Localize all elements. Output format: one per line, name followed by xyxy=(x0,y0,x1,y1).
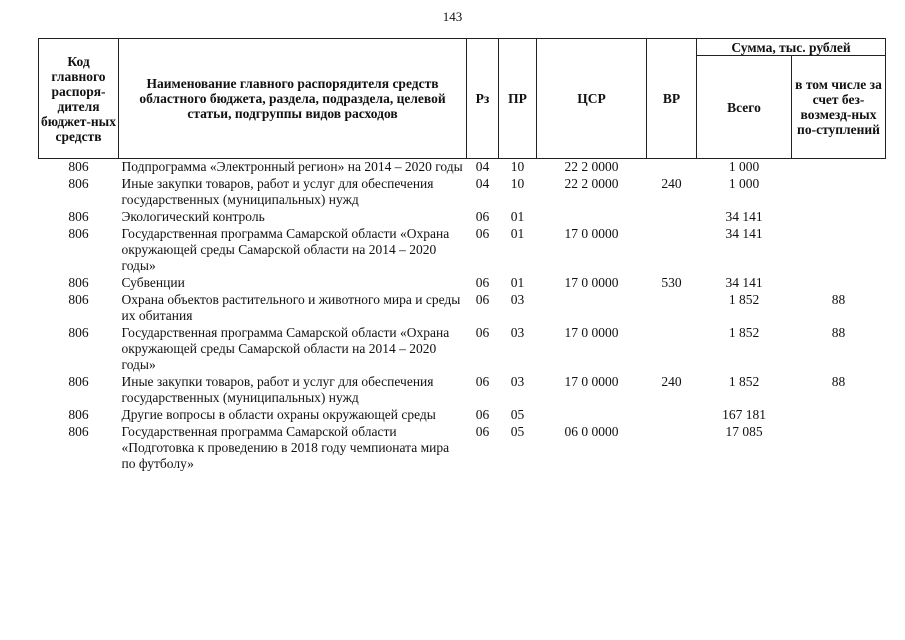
cell-vr: 240 xyxy=(661,176,682,191)
table-body xyxy=(39,159,886,474)
cell-name: Государственная программа Самарской области «Подготовка к проведению в 2018 году чемпионата мира по футболу» xyxy=(121,424,450,471)
cell-csr xyxy=(537,407,647,424)
cell-code: 806 xyxy=(68,407,89,422)
cell-vr xyxy=(647,407,697,424)
cell-name: Другие вопросы в области охраны окружающей среды xyxy=(121,407,436,422)
cell-pr: 10 xyxy=(510,176,525,191)
cell-total: 1 000 xyxy=(728,176,760,191)
page-number: 143 xyxy=(442,9,463,24)
table-row xyxy=(39,424,886,473)
cell-csr: 17 0 0000 xyxy=(564,374,619,389)
table-row xyxy=(39,407,886,424)
cell-gratis xyxy=(792,424,886,473)
cell-name: Охрана объектов растительного и животного мира и среды их обитания xyxy=(121,292,461,323)
cell-name: Иные закупки товаров, работ и услуг для обеспечения государственных (муниципальных) нужд xyxy=(121,374,434,405)
header-gratis: в том числе за счет без-возмезд-ных по-ступлений xyxy=(792,56,886,159)
cell-gratis xyxy=(792,407,886,424)
cell-total: 34 141 xyxy=(725,275,763,290)
cell-total: 17 085 xyxy=(725,424,763,439)
header-code: Код главного распоря-дителя бюджет-ных средств xyxy=(39,39,119,159)
cell-rz: 06 xyxy=(475,374,490,389)
cell-code: 806 xyxy=(68,159,89,174)
header-rz: Рз xyxy=(467,39,499,159)
cell-total: 1 852 xyxy=(728,292,760,307)
cell-pr: 03 xyxy=(510,374,525,389)
cell-vr xyxy=(647,226,697,275)
cell-code: 806 xyxy=(68,374,89,389)
cell-csr xyxy=(537,292,647,325)
cell-name: Экологический контроль xyxy=(121,209,265,224)
cell-csr xyxy=(537,209,647,226)
cell-total: 34 141 xyxy=(725,209,763,224)
cell-pr: 01 xyxy=(510,226,525,241)
cell-total: 1 852 xyxy=(728,325,760,340)
cell-name: Государственная программа Самарской области «Охрана окружающей среды Самарской области на 2014 – 2020 годы» xyxy=(121,325,450,372)
header-csr: ЦСР xyxy=(537,39,647,159)
cell-total: 34 141 xyxy=(725,226,763,241)
table-row xyxy=(39,159,886,177)
cell-vr: 240 xyxy=(661,374,682,389)
cell-pr: 05 xyxy=(510,407,525,422)
cell-gratis: 88 xyxy=(831,292,846,307)
cell-vr xyxy=(647,292,697,325)
cell-name: Подпрограмма «Электронный регион» на 2014 – 2020 годы xyxy=(121,159,463,174)
cell-gratis xyxy=(792,209,886,226)
cell-rz: 06 xyxy=(475,424,490,439)
cell-pr: 01 xyxy=(510,209,525,224)
cell-rz: 06 xyxy=(475,292,490,307)
table-row xyxy=(39,275,886,292)
cell-gratis xyxy=(792,176,886,209)
cell-pr: 03 xyxy=(510,325,525,340)
table-row xyxy=(39,209,886,226)
cell-total: 167 181 xyxy=(722,407,766,422)
cell-rz: 06 xyxy=(475,209,490,224)
cell-gratis xyxy=(792,275,886,292)
cell-csr: 17 0 0000 xyxy=(564,275,619,290)
table-row xyxy=(39,226,886,275)
cell-rz: 06 xyxy=(475,407,490,422)
table-row xyxy=(39,176,886,209)
table-row xyxy=(39,325,886,374)
cell-vr: 530 xyxy=(661,275,682,290)
cell-vr xyxy=(647,424,697,473)
cell-csr: 22 2 0000 xyxy=(564,176,619,191)
table-header xyxy=(39,39,886,159)
budget-table xyxy=(38,38,886,473)
cell-code: 806 xyxy=(68,325,89,340)
cell-total: 1 000 xyxy=(728,159,760,174)
cell-code: 806 xyxy=(68,176,89,191)
cell-name: Государственная программа Самарской области «Охрана окружающей среды Самарской области на 2014 – 2020 годы» xyxy=(121,226,450,273)
cell-gratis xyxy=(792,226,886,275)
cell-code: 806 xyxy=(68,275,89,290)
cell-total: 1 852 xyxy=(728,374,760,389)
cell-rz: 06 xyxy=(475,325,490,340)
cell-name: Иные закупки товаров, работ и услуг для обеспечения государственных (муниципальных) нужд xyxy=(121,176,434,207)
header-sum: Сумма, тыс. рублей xyxy=(697,39,886,56)
cell-csr: 22 2 0000 xyxy=(564,159,619,174)
cell-rz: 04 xyxy=(475,159,490,174)
table-row xyxy=(39,292,886,325)
header-pr: ПР xyxy=(499,39,537,159)
cell-pr: 01 xyxy=(510,275,525,290)
cell-gratis xyxy=(792,159,886,177)
cell-csr: 17 0 0000 xyxy=(564,325,619,340)
cell-vr xyxy=(647,159,697,177)
cell-csr: 06 0 0000 xyxy=(564,424,619,439)
cell-code: 806 xyxy=(68,226,89,241)
cell-vr xyxy=(647,325,697,374)
cell-rz: 04 xyxy=(475,176,490,191)
cell-code: 806 xyxy=(68,292,89,307)
cell-vr xyxy=(647,209,697,226)
cell-rz: 06 xyxy=(475,226,490,241)
cell-rz: 06 xyxy=(475,275,490,290)
cell-gratis: 88 xyxy=(831,325,846,340)
cell-code: 806 xyxy=(68,424,89,439)
cell-gratis: 88 xyxy=(831,374,846,389)
cell-name: Субвенции xyxy=(121,275,185,290)
cell-code: 806 xyxy=(68,209,89,224)
header-vr: ВР xyxy=(647,39,697,159)
table-row xyxy=(39,374,886,407)
cell-pr: 10 xyxy=(510,159,525,174)
cell-csr: 17 0 0000 xyxy=(564,226,619,241)
header-name: Наименование главного распорядителя средств областного бюджета, раздела, подраздела, целевой статьи, подгруппы видов расходов xyxy=(119,39,467,159)
header-total: Всего xyxy=(697,56,792,159)
cell-pr: 03 xyxy=(510,292,525,307)
cell-pr: 05 xyxy=(510,424,525,439)
